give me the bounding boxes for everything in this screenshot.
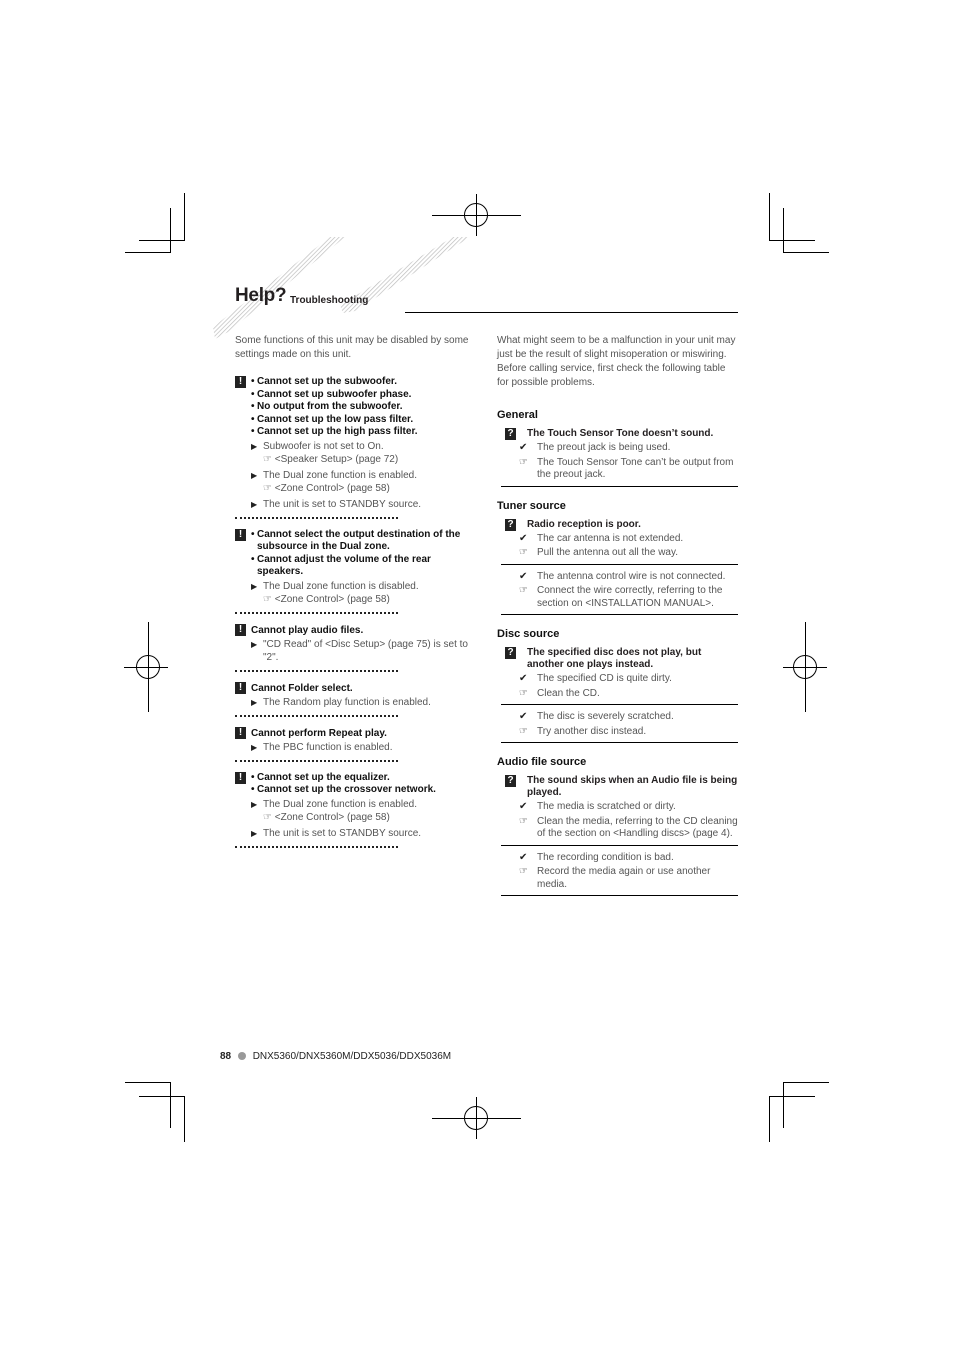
page-footer xyxy=(220,1051,451,1062)
cause: ▶ Subwoofer is not set to On. xyxy=(251,440,384,452)
dotted-divider xyxy=(235,612,398,614)
cause-reference: ☞ <Zone Control> (page 58) xyxy=(263,811,390,823)
model-list: DNX5360/DNX5360M/DDX5036/DDX5036M xyxy=(252,1051,452,1062)
cause: ▶ The Dual zone function is disabled. xyxy=(251,580,419,592)
problem: ? The Touch Sensor Tone doesn’t sound. xyxy=(505,428,738,440)
remedy: ☞ The Touch Sensor Tone can’t be output from the preout jack. xyxy=(519,456,734,480)
cause: ▶ The unit is set to STANDBY source. xyxy=(251,498,422,510)
cause-reference: ☞ <Zone Control> (page 58) xyxy=(263,593,390,605)
page-subtitle: Troubleshooting xyxy=(290,295,369,306)
cause: ▶ The unit is set to STANDBY source. xyxy=(251,827,422,839)
remedy-icon: ☞ xyxy=(519,687,528,699)
problem: ? The specified disc does not play, but another one plays instead. xyxy=(505,647,738,671)
check-icon: ✔ xyxy=(519,442,528,453)
section-heading-tuner: Tuner source xyxy=(497,499,566,512)
section-rule xyxy=(501,486,738,487)
arrow-icon: ▶ xyxy=(251,470,258,480)
arrow-icon: ▶ xyxy=(251,441,258,451)
section-rule xyxy=(501,742,738,743)
symptom-block xyxy=(235,682,471,717)
arrow-icon: ▶ xyxy=(251,581,258,591)
title-rule xyxy=(405,312,738,313)
remedy: ☞ Try another disc instead. xyxy=(519,725,647,737)
reference-icon: ☞ xyxy=(263,482,272,494)
cause: ✔ The disc is severely scratched. xyxy=(519,711,674,722)
symptom: • Cannot adjust the volume of the rear speakers. xyxy=(251,554,471,579)
cause-reference: ☞ <Zone Control> (page 58) xyxy=(263,482,390,494)
remedy: ☞ Clean the media, referring to the CD cleaning of the section on <Handling discs> (page 4). xyxy=(519,815,738,839)
group-rule xyxy=(501,704,738,705)
symptom: • Cannot set up the low pass filter. xyxy=(251,414,471,427)
arrow-icon: ▶ xyxy=(251,742,258,752)
symptom: • Cannot set up the equalizer. xyxy=(251,772,471,785)
symptom: • Cannot set up the high pass filter. xyxy=(251,426,471,439)
check-icon: ✔ xyxy=(519,711,528,722)
section-rule xyxy=(501,614,738,615)
group-rule xyxy=(501,845,738,846)
symptom-block xyxy=(235,772,471,848)
cause: ▶ The PBC function is enabled. xyxy=(251,741,393,753)
problem: ? Radio reception is poor. xyxy=(505,519,738,531)
reference-icon: ☞ xyxy=(263,811,272,823)
symptom: • Cannot set up subwoofer phase. xyxy=(251,389,471,402)
warning-icon: ! xyxy=(235,682,246,694)
remedy: ☞ Connect the wire correctly, referring to the section on <INSTALLATION MANUAL>. xyxy=(519,585,723,609)
cause: ▶ "CD Read" of <Disc Setup> (page 75) is set to "2". xyxy=(251,638,468,663)
section-heading-audio-file: Audio file source xyxy=(497,756,587,768)
check-icon: ✔ xyxy=(519,532,528,544)
remedy-icon: ☞ xyxy=(519,725,528,737)
arrow-icon: ▶ xyxy=(251,697,258,707)
arrow-icon: ▶ xyxy=(251,828,258,838)
symptom-block xyxy=(235,529,471,614)
right-column xyxy=(497,334,738,902)
symptom: • No output from the subwoofer. xyxy=(251,401,471,414)
reference-icon: ☞ xyxy=(263,593,272,605)
symptom-block xyxy=(235,376,471,519)
page-title: Help? xyxy=(235,285,287,306)
right-intro: What might seem to be a malfunction in your unit may just be the result of slight misoperation or miswiring. Before calling service, first check the following table for possible problems. xyxy=(497,335,736,388)
cause: ✔ The preout jack is being used. xyxy=(519,442,671,453)
cause: ✔ The antenna control wire is not connected. xyxy=(519,570,726,582)
footer-dot-icon xyxy=(238,1052,246,1060)
section-rule xyxy=(501,895,738,896)
symptom: • Cannot set up the subwoofer. xyxy=(251,376,471,389)
check-icon: ✔ xyxy=(519,801,528,812)
remedy: ☞ Pull the antenna out all the way. xyxy=(519,547,679,558)
question-icon: ? xyxy=(505,428,516,440)
cause: ▶ The Dual zone function is enabled. xyxy=(251,798,417,810)
remedy-icon: ☞ xyxy=(519,815,528,827)
arrow-icon: ▶ xyxy=(251,499,258,509)
page-number: 88 xyxy=(220,1051,232,1062)
check-icon: ✔ xyxy=(519,673,528,684)
warning-icon: ! xyxy=(235,624,246,636)
cause: ▶ The Random play function is enabled. xyxy=(251,696,431,708)
question-icon: ? xyxy=(505,519,516,531)
cause: ▶ The Dual zone function is enabled. xyxy=(251,469,417,481)
remedy-icon: ☞ xyxy=(519,866,528,877)
cause: ✔ The car antenna is not extended. xyxy=(519,532,684,544)
reference-icon: ☞ xyxy=(263,453,272,465)
symptom: Cannot perform Repeat play. xyxy=(251,727,387,739)
symptom: • Cannot set up the crossover network. xyxy=(251,784,471,797)
dotted-divider xyxy=(235,715,398,717)
arrow-icon: ▶ xyxy=(251,799,258,809)
left-intro: Some functions of this unit may be disabled by some settings made on this unit. xyxy=(235,335,469,360)
remedy: ☞ Record the media again or use another media. xyxy=(519,866,711,890)
remedy-icon: ☞ xyxy=(519,547,528,558)
check-icon: ✔ xyxy=(519,570,528,582)
warning-icon: ! xyxy=(235,727,246,739)
check-icon: ✔ xyxy=(519,851,528,863)
symptom: Cannot play audio files. xyxy=(251,624,364,636)
arrow-icon: ▶ xyxy=(251,639,258,649)
cause: ✔ The specified CD is quite dirty. xyxy=(519,673,672,684)
dotted-divider xyxy=(235,517,398,519)
warning-icon: ! xyxy=(235,376,246,388)
symptom: • Cannot select the output destination of the subsource in the Dual zone. xyxy=(251,529,471,554)
remedy-icon: ☞ xyxy=(519,456,528,468)
problem: ? The sound skips when an Audio file is being played. xyxy=(505,775,738,799)
remedy: ☞ Clean the CD. xyxy=(519,687,600,699)
symptom-block xyxy=(235,624,471,672)
symptom: Cannot Folder select. xyxy=(251,682,353,694)
symptom-block xyxy=(235,727,471,762)
warning-icon: ! xyxy=(235,772,246,784)
dotted-divider xyxy=(235,670,398,672)
cause: ✔ The media is scratched or dirty. xyxy=(519,801,676,812)
section-heading-disc: Disc source xyxy=(497,628,560,640)
remedy-icon: ☞ xyxy=(519,585,528,596)
question-icon: ? xyxy=(505,647,516,659)
section-heading-general: General xyxy=(497,409,538,421)
dotted-divider xyxy=(235,760,398,762)
warning-icon: ! xyxy=(235,529,246,541)
left-column xyxy=(235,334,471,848)
group-rule xyxy=(501,564,738,565)
question-icon: ? xyxy=(505,775,516,787)
dotted-divider xyxy=(235,846,398,848)
cause: ✔ The recording condition is bad. xyxy=(519,851,674,863)
cause-reference: ☞ <Speaker Setup> (page 72) xyxy=(263,453,399,465)
